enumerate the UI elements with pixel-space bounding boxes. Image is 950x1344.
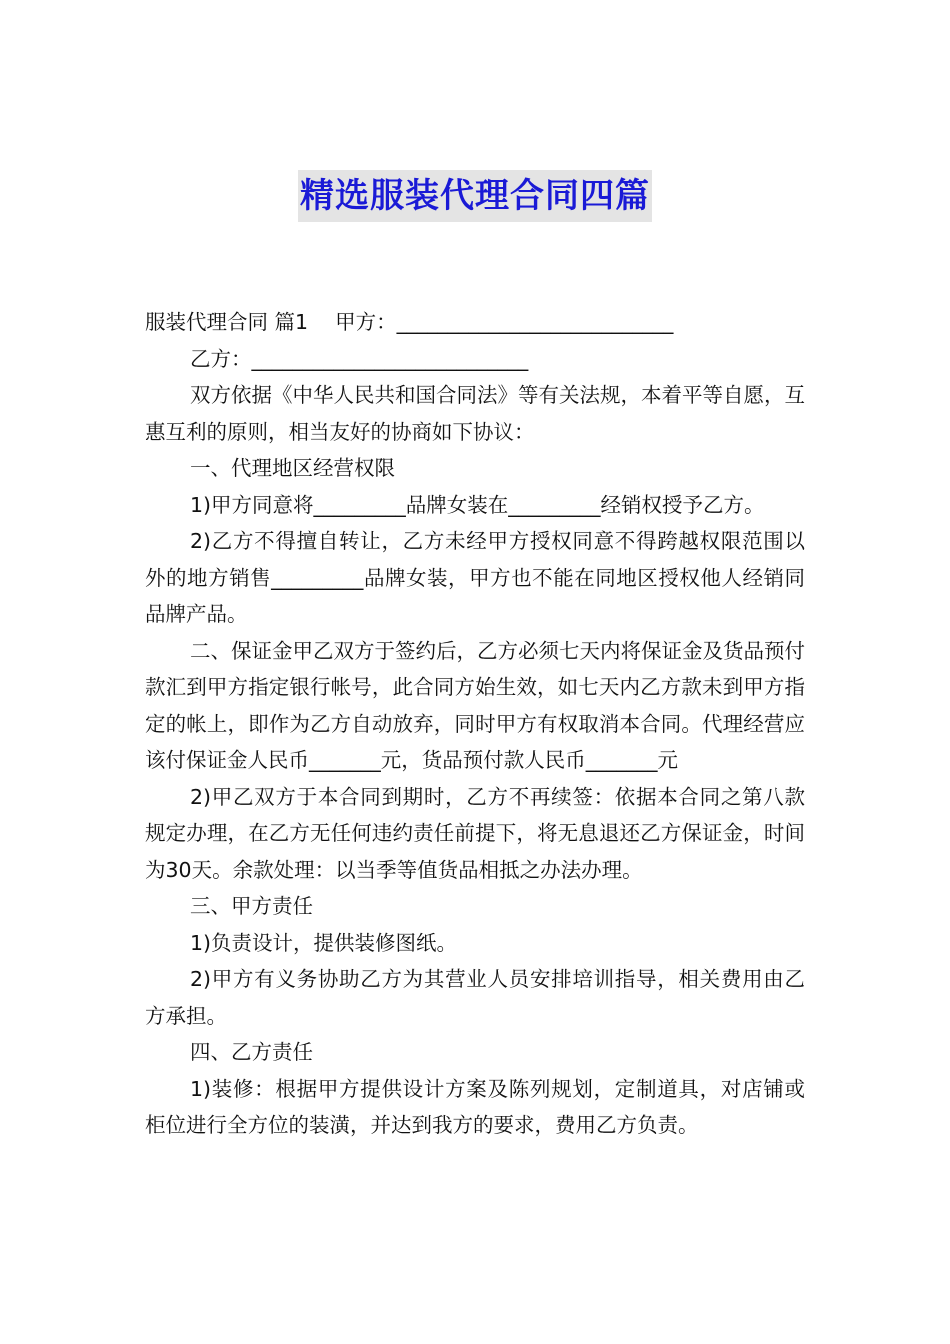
paragraph-2: 双方依据《中华人民共和国合同法》等有关法规，本着平等自愿，互惠互利的原则，相当友好的协商如下协议： (145, 383, 805, 444)
document-title-wrap (0, 170, 950, 222)
paragraph-6: 二、保证金甲乙双方于签约后，乙方必须七天内将保证金及货品预付款汇到甲方指定银行帐号，此合同方始生效，如七天内乙方款未到甲方指定的帐上，即作为乙方自动放弃，同时甲方有权取消本合同。代理经营应该付保证金人民币_______元，货品预付款人民币_______元 (145, 638, 805, 772)
document-body (145, 304, 805, 1144)
paragraph-10: 2)甲方有义务协助乙方为其营业人员安排培训指导，相关费用由乙方承担。 (145, 967, 805, 1028)
paragraph-8: 三、甲方责任 (190, 894, 313, 918)
paragraph-5: 2)乙方不得擅自转让，乙方未经甲方授权同意不得跨越权限范围以外的地方销售_________品牌女装，甲方也不能在同地区授权他人经销同品牌产品。 (145, 529, 805, 626)
document-title: 精选服装代理合同四篇 (298, 170, 652, 222)
paragraph-9: 1)负责设计，提供装修图纸。 (190, 930, 458, 955)
paragraph-11: 四、乙方责任 (190, 1040, 313, 1064)
paragraph-7: 2)甲乙双方于本合同到期时，乙方不再续签：依据本合同之第八款规定办理，在乙方无任何违约责任前提下，将无息退还乙方保证金，时间为30天。余款处理：以当季等值货品相抵之办法办理。 (145, 784, 805, 882)
paragraph-0: 服装代理合同 篇1 甲方：___________________________ (145, 310, 674, 334)
paragraph-12: 1)装修：根据甲方提供设计方案及陈列规划，定制道具，对店铺或柜位进行全方位的装潢，并达到我方的要求，费用乙方负责。 (145, 1076, 805, 1137)
paragraph-1: 乙方：___________________________ (190, 346, 529, 371)
paragraph-3: 一、代理地区经营权限 (190, 456, 395, 480)
paragraph-4: 1)甲方同意将_________品牌女装在_________经销权授予乙方。 (190, 492, 765, 517)
